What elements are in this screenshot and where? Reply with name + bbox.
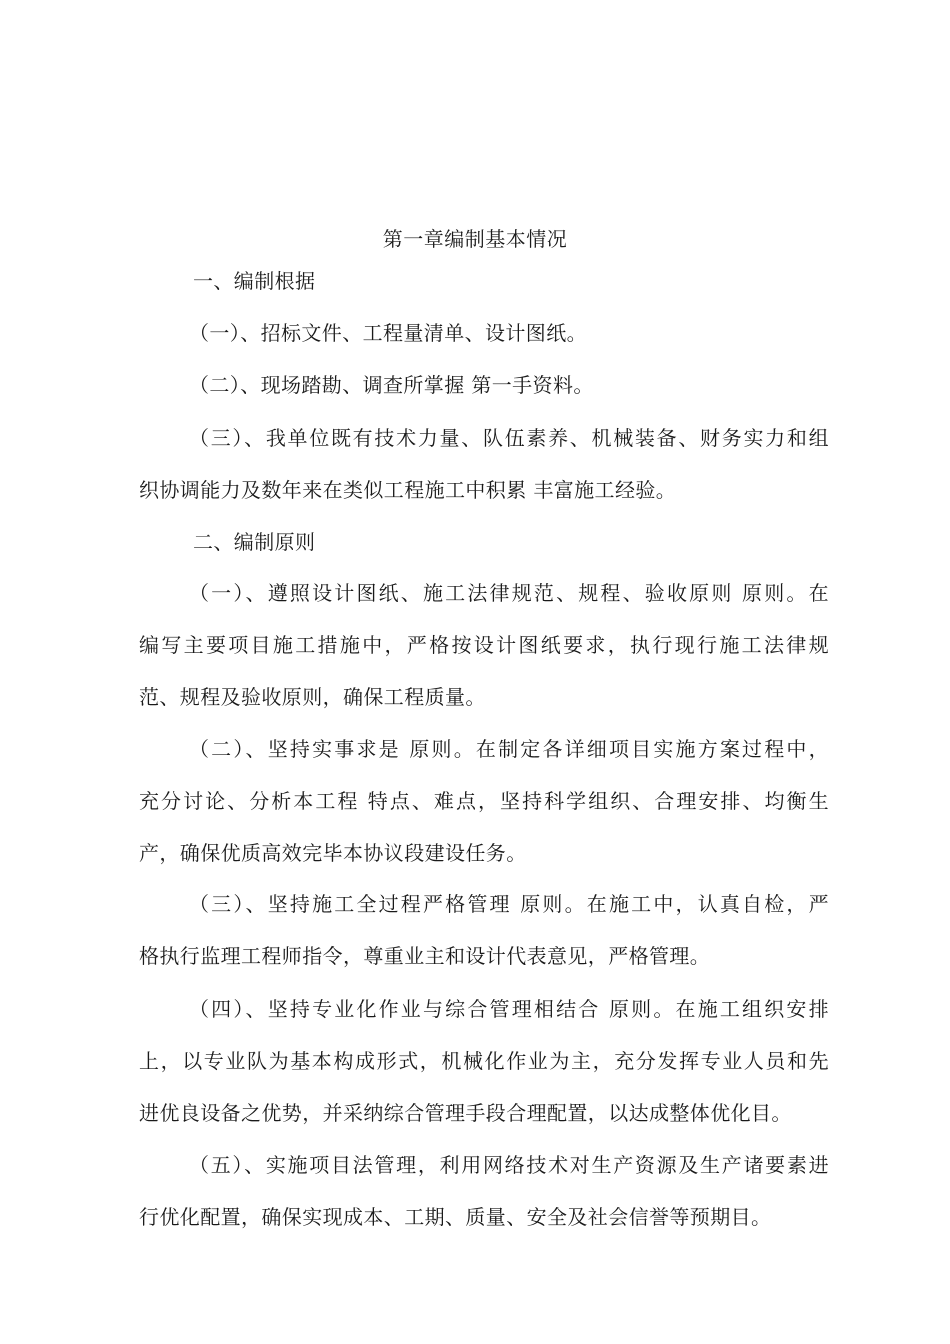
chapter-title: 第一章编制基本情况 bbox=[382, 227, 568, 251]
paragraph-line: 格执行监理工程师指令，尊重业主和设计代表意见，严格管理。 bbox=[139, 944, 711, 968]
paragraph-line: 编写主要项目施工措施中，严格按设计图纸要求，执行现行施工法律规 bbox=[139, 633, 829, 657]
paragraph-line: （一）、遵照设计图纸、施工法律规范、规程、验收原则 原则。在 bbox=[189, 581, 829, 605]
paragraph-line: 上，以专业队为基本构成形式，机械化作业为主，充分发挥专业人员和先 bbox=[139, 1049, 829, 1073]
paragraph-line: （二）、坚持实事求是 原则。在制定各详细项目实施方案过程中， bbox=[189, 737, 829, 761]
paragraph-line: （三）、坚持施工全过程严格管理 原则。在施工中，认真自检，严 bbox=[189, 892, 829, 916]
paragraph-line: （五）、实施项目法管理，利用网络技术对生产资源及生产诸要素进 bbox=[189, 1153, 829, 1177]
paragraph-line: 充分讨论、分析本工程 特点、难点，坚持科学组织、合理安排、均衡生 bbox=[139, 789, 829, 813]
paragraph-line: （一）、招标文件、工程量清单、设计图纸。 bbox=[189, 321, 587, 345]
paragraph-line: 进优良设备之优势，并采纳综合管理手段合理配置，以达成整体优化目。 bbox=[139, 1101, 792, 1125]
paragraph-line: 行优化配置，确保实现成本、工期、质量、安全及社会信誉等预期目。 bbox=[139, 1205, 772, 1229]
paragraph-line: （二）、现场踏勘、调查所掌握 第一手资料。 bbox=[189, 373, 594, 397]
paragraph-line: 织协调能力及数年来在类似工程施工中积累 丰富施工经验。 bbox=[139, 478, 677, 502]
section-heading: 二、编制原则 bbox=[193, 530, 316, 554]
paragraph-line: 范、规程及验收原则，确保工程质量。 bbox=[139, 685, 486, 709]
paragraph-line: 产，确保优质高效完毕本协议段建设任务。 bbox=[139, 841, 527, 865]
paragraph-line: （三）、我单位既有技术力量、队伍素养、机械装备、财务实力和组 bbox=[189, 426, 829, 450]
paragraph-line: （四）、坚持专业化作业与综合管理相结合 原则。在施工组织安排 bbox=[189, 997, 829, 1021]
section-heading: 一、编制根据 bbox=[193, 269, 316, 293]
